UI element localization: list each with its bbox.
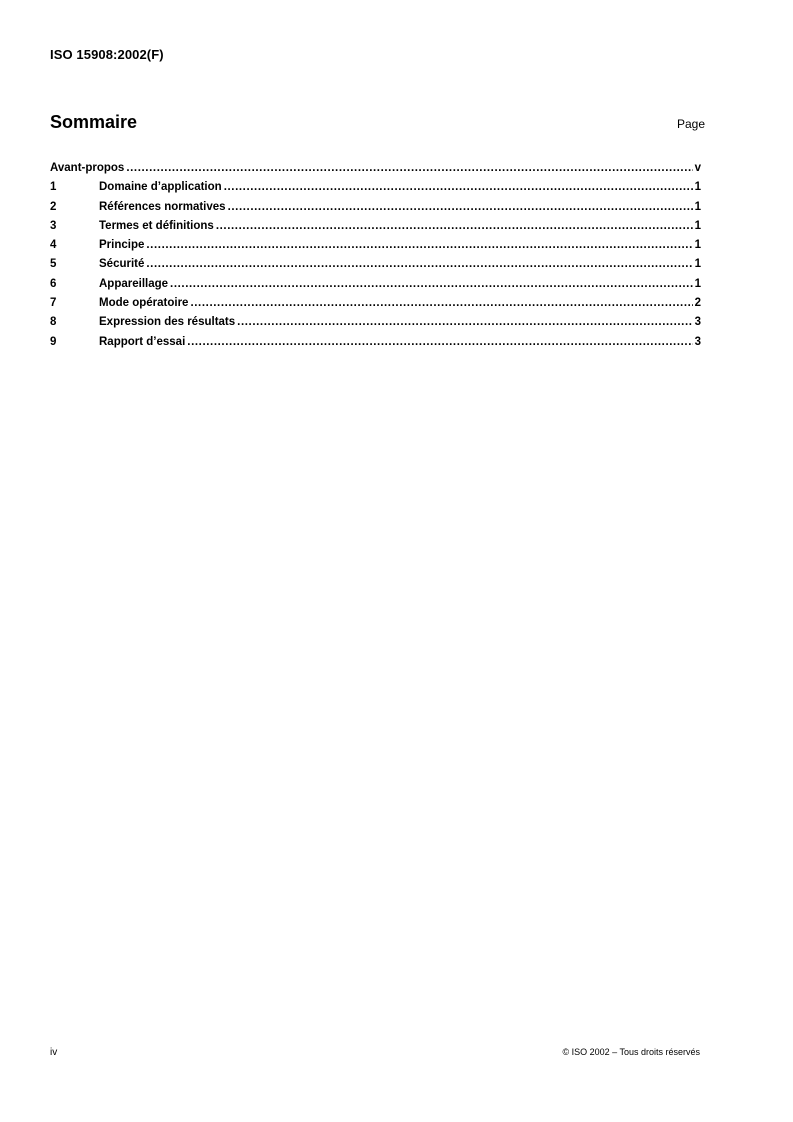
dot-leader xyxy=(146,258,692,270)
toc-entry-page: v xyxy=(694,162,701,174)
toc-entry-number: 4 xyxy=(50,239,57,252)
toc-entry-number: 1 xyxy=(50,181,57,194)
toc-entry-page: 1 xyxy=(694,200,701,213)
dot-leader xyxy=(237,316,692,328)
toc-entry-number: 7 xyxy=(50,297,57,310)
toc-entry-avant-propos[interactable] xyxy=(50,162,701,181)
dot-leader xyxy=(216,220,693,232)
dot-leader xyxy=(126,162,692,174)
toc-entry-number: 5 xyxy=(50,258,57,271)
toc-entry-rapport-essai[interactable] xyxy=(50,336,701,355)
dot-leader xyxy=(170,278,693,290)
toc-page-column-label: Page xyxy=(676,117,705,131)
toc-title: Sommaire xyxy=(50,112,138,132)
footer-page-number: iv xyxy=(50,1047,58,1058)
dot-leader xyxy=(228,201,693,213)
document-id: ISO 15908:2002(F) xyxy=(50,47,164,62)
toc-entry-page: 1 xyxy=(694,258,701,271)
toc-entry-number: 8 xyxy=(50,316,57,329)
toc-entry-page: 1 xyxy=(694,239,701,252)
toc-entry-page: 3 xyxy=(694,335,701,348)
toc-entry-label: Avant-propos xyxy=(50,162,125,174)
toc-list xyxy=(50,162,701,355)
footer-copyright: © ISO 2002 – Tous droits réservés xyxy=(562,1047,700,1057)
toc-entry-termes-definitions[interactable] xyxy=(50,220,701,239)
toc-entry-label: Principe xyxy=(99,239,145,252)
toc-entry-domaine-application[interactable] xyxy=(50,181,701,200)
toc-entry-principe[interactable] xyxy=(50,239,701,258)
toc-entry-number: 3 xyxy=(50,219,57,232)
toc-entry-expression-resultats[interactable] xyxy=(50,316,701,335)
toc-entry-label: Expression des résultats xyxy=(99,316,236,329)
dot-leader xyxy=(224,181,693,193)
toc-entry-label: Rapport d’essai xyxy=(99,335,186,348)
toc-entry-number: 6 xyxy=(50,277,57,290)
toc-entry-page: 1 xyxy=(694,181,701,194)
toc-entry-appareillage[interactable] xyxy=(50,278,701,297)
toc-entry-references-normatives[interactable] xyxy=(50,201,701,220)
toc-entry-mode-operatoire[interactable] xyxy=(50,297,701,316)
toc-entry-label: Domaine d’application xyxy=(99,181,222,194)
dot-leader xyxy=(190,297,692,309)
dot-leader xyxy=(187,336,692,348)
toc-entry-label: Appareillage xyxy=(99,277,169,290)
toc-entry-label: Sécurité xyxy=(99,258,145,271)
toc-entry-label: Termes et définitions xyxy=(99,219,214,232)
toc-entry-page: 1 xyxy=(694,277,701,290)
toc-entry-label: Mode opératoire xyxy=(99,297,189,310)
toc-entry-page: 2 xyxy=(694,297,701,310)
toc-entry-page: 1 xyxy=(694,219,701,232)
dot-leader xyxy=(146,239,692,251)
toc-entry-page: 3 xyxy=(694,316,701,329)
toc-entry-securite[interactable] xyxy=(50,258,701,277)
toc-entry-number: 9 xyxy=(50,335,57,348)
toc-entry-label: Références normatives xyxy=(99,200,226,213)
toc-entry-number: 2 xyxy=(50,200,57,213)
toc-heading xyxy=(50,112,705,136)
